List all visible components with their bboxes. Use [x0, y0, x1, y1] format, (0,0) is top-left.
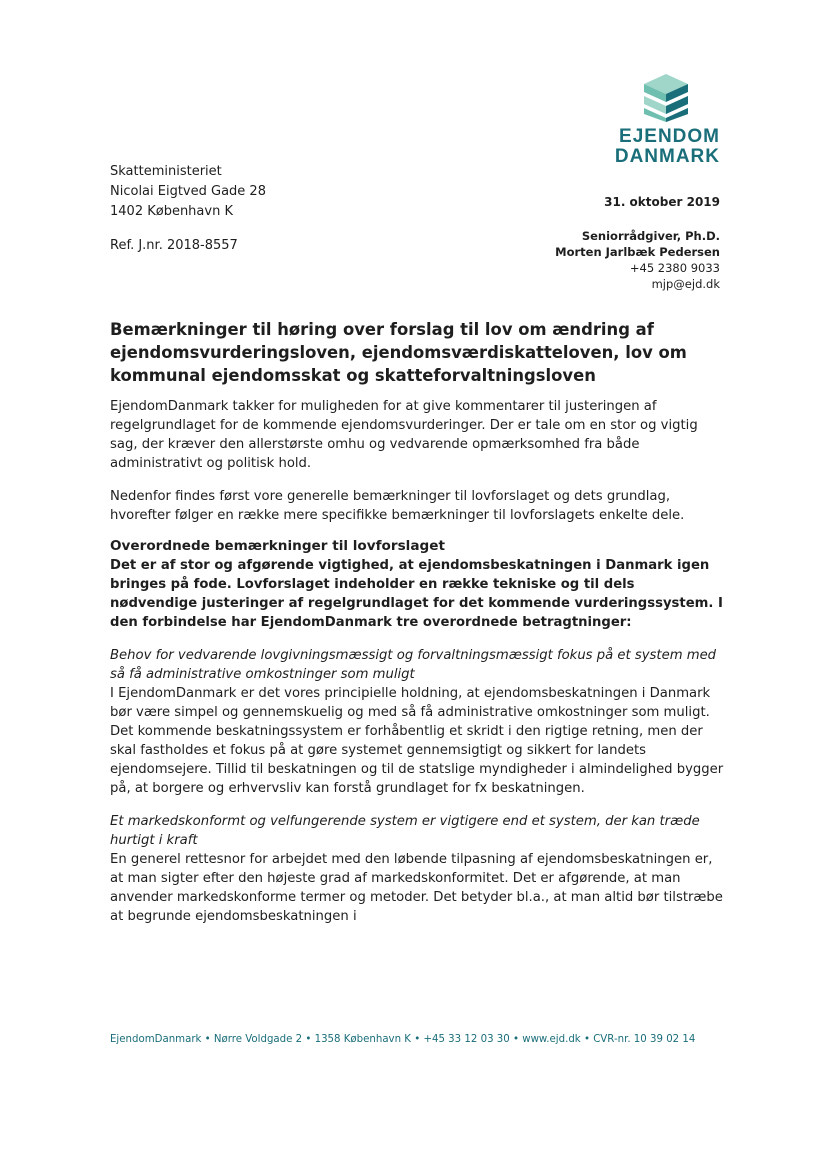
recipient-name: Skatteministeriet [110, 164, 222, 179]
intro-paragraph-1: EjendomDanmark takker for muligheden for at give kommentarer til justeringen af regelgrundlaget for de kommende ejendomsvurderinger. Der er tale om en stor og vigtig sag, der kræver den allerstørste omhu og vedvarende opmærksomhed fra både administrativt og politisk hold. [110, 399, 698, 471]
point-2-heading: Et markedskonformt og velfungerende system er vigtigere end et system, der kan træde hurtigt i kraft [110, 814, 700, 848]
point-2-body: En generel rettesnor for arbejdet med den løbende tilpasning af ejendomsbeskatningen er, at man sigter efter den højeste grad af markedskonformitet. Det er afgørende, at man anvender markedskonforme termer og metoder. Det betyder bl.a., at man altid bør tilstræbe at begrunde ejendomsbeskatningen i [110, 852, 723, 924]
intro-paragraph-2: Nedenfor findes først vore generelle bemærkninger til lovforslaget og dets grundlag, hvorefter følger en række mere specifikke bemærkninger til lovforslagets enkelte dele. [110, 489, 685, 523]
sender-phone: +45 2380 9033 [629, 261, 720, 275]
sender-title: Seniorrådgiver, Ph.D. [581, 229, 720, 243]
reference-number: Ref. J.nr. 2018-8557 [110, 238, 238, 253]
sender-block [555, 228, 720, 292]
sender-email: mjp@ejd.dk [651, 277, 720, 291]
brand-wordmark [615, 127, 720, 167]
recipient-street: Nicolai Eigtved Gade 28 [110, 184, 266, 199]
brand-line-2: DANMARK [614, 146, 720, 167]
brand-line-1: EJENDOM [619, 126, 720, 147]
point-1-body: I EjendomDanmark er det vores principielle holdning, at ejendomsbeskatningen i Danmark bør være simpel og gennemskuelig og med så få administrative omkostninger som muligt. Det kommende beskatningssystem er forhåbentlig et skridt i den rigtige retning, men der skal fastholdes et fokus på at gøre systemet gennemsigtigt og sikkert for landets ejendomsejere. Tillid til beskatningen og til de statslige myndigheder i almindelighed bygger på, at borgere og erhvervsliv kan forstå grundlaget for fx beskatningen. [110, 686, 724, 796]
footer-contact: EjendomDanmark • Nørre Voldgade 2 • 1358 København K • +45 33 12 03 30 • www.ejd.dk • CVR-nr. 10 39 02 14 [110, 1034, 696, 1045]
section-heading: Overordnede bemærkninger til lovforslaget [110, 538, 445, 554]
letter-body [110, 318, 725, 940]
recipient-city: 1402 København K [110, 204, 233, 219]
recipient-address [110, 162, 266, 222]
sender-name: Morten Jarlbæk Pedersen [555, 245, 720, 259]
letter-title: Bemærkninger til høring over forslag til lov om ændring af ejendomsvurderingsloven, ejendomsværdiskatteloven, lov om kommunal ejendomsskat og skatteforvaltningsloven [110, 320, 687, 385]
lead-paragraph: Det er af stor og afgørende vigtighed, at ejendomsbeskatningen i Danmark igen bringes på fode. Lovforslaget indeholder en række tekniske og til dels nødvendige justeringer af regelgrundlaget for det kommende vurderingssystem. I den forbindelse har EjendomDanmark tre overordnede betragtninger: [110, 558, 723, 630]
point-1-heading: Behov for vedvarende lovgivningsmæssigt og forvaltningsmæssigt fokus på et system med så få administrative omkostninger som muligt [110, 648, 717, 682]
letter-date: 31. oktober 2019 [604, 195, 720, 209]
ejendom-danmark-logo-icon [640, 70, 692, 122]
